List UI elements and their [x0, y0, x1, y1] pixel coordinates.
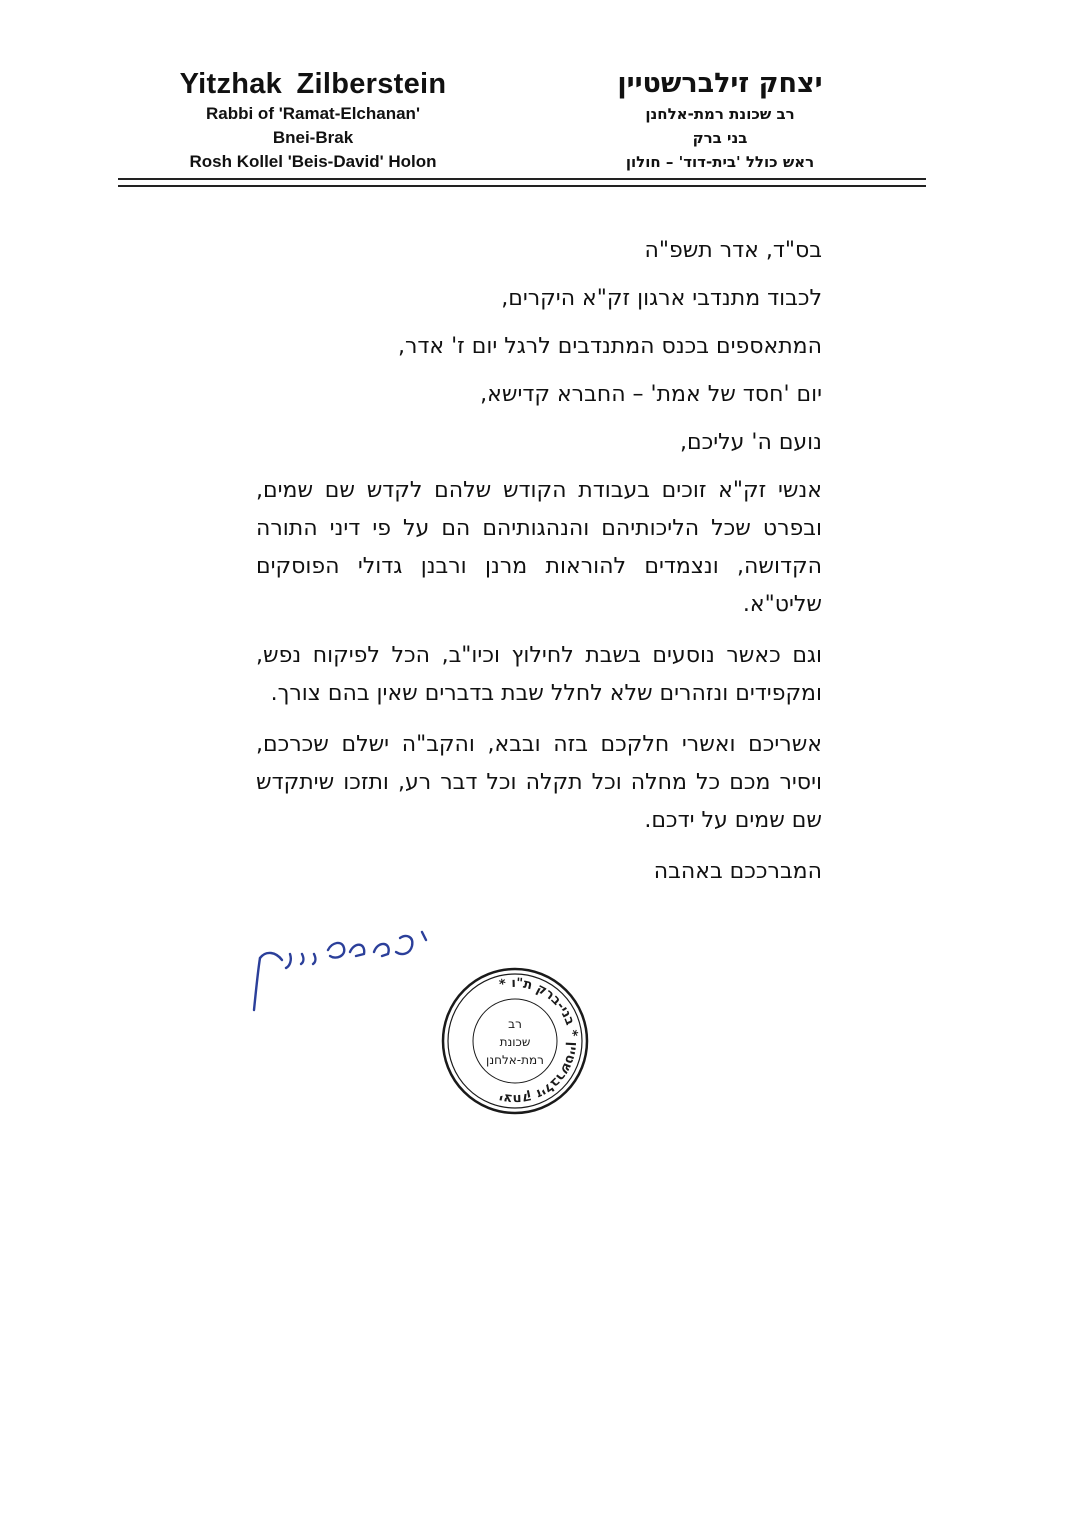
letter-addressee-3: יום 'חסד של אמת' – החברא קדישא, — [480, 382, 822, 407]
letter-date: בס"ד, אדר תשפ"ה — [644, 238, 822, 263]
letter-closing: המברככם באהבה — [653, 859, 822, 884]
rabbinical-seal — [440, 966, 590, 1116]
seal-center-line2: שכונת — [499, 1035, 531, 1049]
letter-paragraph-3: אשריכם ואשרי חלקכם בזה ובבא, והקב"ה ישלם שכרכם, ויסיר מכם כל מחלה וכל תקלה וכל דבר רע, ותזכו שיתקדש שם שמים על ידכם. — [256, 732, 822, 833]
letter-body — [256, 232, 822, 901]
handwritten-signature — [246, 910, 436, 1020]
title-english-line2: Bnei-Brak — [272, 128, 354, 147]
title-hebrew-line2: בני ברק — [692, 129, 748, 147]
rabbi-name-english: Yitzhak Zilberstein — [179, 68, 447, 100]
seal-center-line3: רמת-אלחנן — [486, 1053, 544, 1067]
letter-addressee-2: המתאספים בכנס המתנדבים לרגל יום ז' אדר, — [397, 334, 822, 359]
seal-center-line1: רב — [508, 1017, 522, 1031]
title-hebrew-line1: רב שכונת רמת-אלחנן — [645, 105, 795, 123]
letterhead-divider — [118, 178, 926, 187]
letterhead-hebrew — [600, 66, 840, 174]
letter-paragraph-1: אנשי זק"א זוכים בעבודת הקודש שלהם לקדש שם שמים, ובפרט שכל הליכותיהם והנהגותיהם הם על פי דיני התורה הקדושה, ונצמדים להוראות מרנן ורבנן גדולי הפוסקים שליט"א. — [256, 478, 822, 617]
rabbi-name-hebrew: יצחק זילברשטיין — [617, 68, 823, 99]
letter-greeting: נועם ה' עליכם, — [679, 430, 822, 455]
title-hebrew-line3: ראש כולל 'בית-דוד' – חולון — [625, 153, 815, 171]
seal-ring-text: יצחק זילברשטיין * בני-ברק ת"ו * — [497, 975, 581, 1107]
letterhead-english — [178, 66, 448, 174]
letterhead — [118, 66, 926, 192]
title-english-line3: Rosh Kollel 'Beis-David' Holon — [189, 152, 437, 171]
letter-addressee-1: לכבוד מתנדבי ארגון זק"א היקרים, — [501, 286, 822, 311]
letter-paragraph-2: וגם כאשר נוסעים בשבת לחילוץ וכיו"ב, הכל לפיקוח נפש, ומקפידים ונזהרים שלא לחלל שבת בדברים שאין בהם צורך. — [256, 643, 822, 706]
title-english-line1: Rabbi of 'Ramat-Elchanan' — [205, 104, 420, 123]
